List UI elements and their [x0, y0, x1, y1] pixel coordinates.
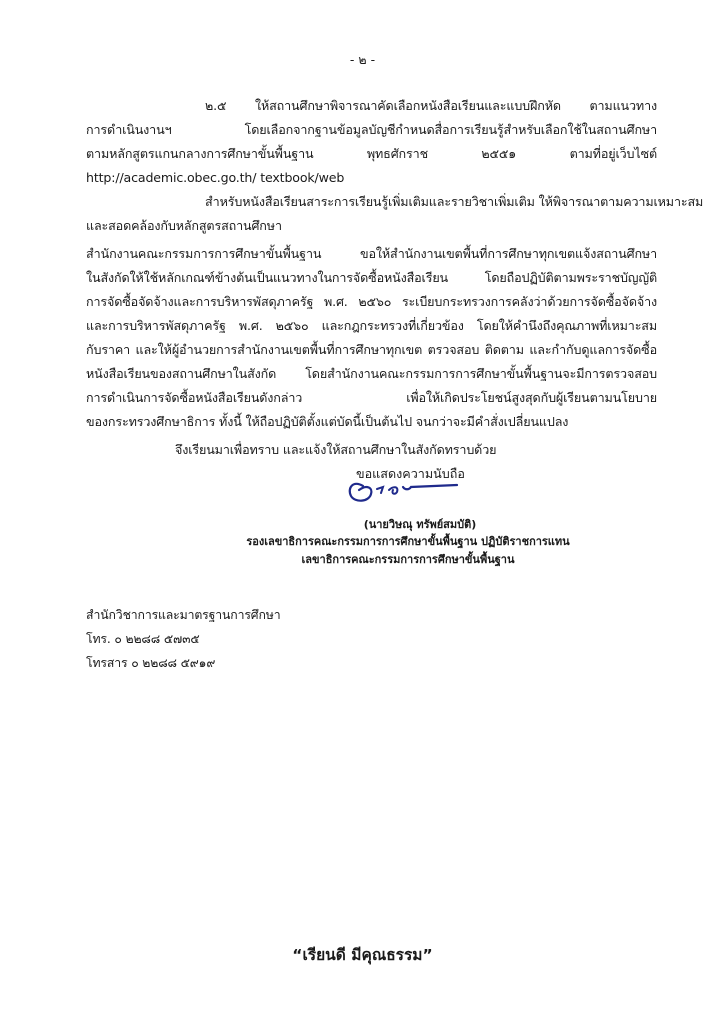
main-paragraph-line-2: ในสังกัดให้ใช้หลักเกณฑ์ข้างต้นเป็นแนวทางในการจัดซื้อหนังสือเรียน โดยถือปฏิบัติตามพระราชบัญญัติ	[86, 270, 657, 285]
main-paragraph-line-6: หนังสือเรียนของสถานศึกษาในสังกัด โดยสำนักงานคณะกรรมการการศึกษาขั้นพื้นฐานจะมีการตรวจสอบ	[86, 366, 657, 381]
supplementary-line-1: สำหรับหนังสือเรียนสาระการเรียนรู้เพิ่มเติมและรายวิชาเพิ่มเติม ให้พิจารณาตามความเหมาะสม	[205, 194, 704, 209]
section-2-5-line-3: ตามหลักสูตรแกนกลางการศึกษาขั้นพื้นฐาน พุทธศักราช ๒๕๕๑ ตามที่อยู่เว็บไซต์	[86, 146, 657, 161]
fax-number: โทรสาร ๐ ๒๒๘๘ ๕๙๑๙	[86, 656, 216, 670]
signatory-position-line-2: เลขาธิการคณะกรรมการการศึกษาขั้นพื้นฐาน	[301, 553, 515, 566]
main-paragraph-line-3: การจัดซื้อจัดจ้างและการบริหารพัสดุภาครัฐ พ.ศ. ๒๕๖๐ ระเบียบกระทรวงการคลังว่าด้วยการจัดซื้อจัดจ้าง	[86, 294, 657, 309]
office-name: สำนักวิชาการและมาตรฐานการศึกษา	[86, 608, 281, 622]
motto: “เรียนดี มีคุณธรรม”	[292, 946, 433, 964]
signatory-name: (นายวิษณุ ทรัพย์สมบัติ)	[363, 518, 477, 531]
section-2-5-line-1: ๒.๕ ให้สถานศึกษาพิจารณาคัดเลือกหนังสือเรียนและแบบฝึกหัด ตามแนวทาง	[205, 98, 657, 113]
salutation: ขอแสดงความนับถือ	[356, 466, 465, 481]
website-url: http://academic.obec.go.th/ textbook/web	[86, 170, 345, 185]
page-number: - ๒ -	[349, 52, 376, 67]
main-paragraph-line-8: ของกระทรวงศึกษาธิการ ทั้งนี้ ให้ถือปฏิบัติตั้งแต่บัดนี้เป็นต้นไป จนกว่าจะมีคำสั่งเปลี่ยนแปลง	[86, 414, 569, 429]
main-paragraph-line-1: สำนักงานคณะกรรมการการศึกษาขั้นพื้นฐาน ขอให้สำนักงานเขตพื้นที่การศึกษาทุกเขตแจ้งสถานศึกษา	[86, 246, 657, 261]
signatory-position-line-1: รองเลขาธิการคณะกรรมการการศึกษาขั้นพื้นฐาน ปฏิบัติราชการแทน	[246, 535, 570, 548]
closing-request: จึงเรียนมาเพื่อทราบ และแจ้งให้สถานศึกษาในสังกัดทราบด้วย	[175, 442, 497, 457]
signature	[345, 476, 475, 510]
supplementary-line-2: และสอดคล้องกับหลักสูตรสถานศึกษา	[86, 218, 282, 233]
main-paragraph-line-7: การดำเนินการจัดซื้อหนังสือเรียนดังกล่าว เพื่อให้เกิดประโยชน์สูงสุดกับผู้เรียนตามนโยบาย	[86, 390, 657, 405]
section-2-5-line-2: การดำเนินงานฯ โดยเลือกจากฐานข้อมูลบัญชีกำหนดสื่อการเรียนรู้สำหรับเลือกใช้ในสถานศึกษา	[86, 122, 657, 137]
phone-number: โทร. ๐ ๒๒๘๘ ๕๗๓๕	[86, 632, 200, 646]
main-paragraph-line-4: และการบริหารพัสดุภาครัฐ พ.ศ. ๒๕๖๐ และกฎกระทรวงที่เกี่ยวข้อง โดยให้คำนึงถึงคุณภาพที่เหมาะสม	[86, 318, 657, 333]
main-paragraph-line-5: กับราคา และให้ผู้อำนวยการสำนักงานเขตพื้นที่การศึกษาทุกเขต ตรวจสอบ ติดตาม และกำกับดูแลการจัดซื้อ	[86, 342, 657, 357]
